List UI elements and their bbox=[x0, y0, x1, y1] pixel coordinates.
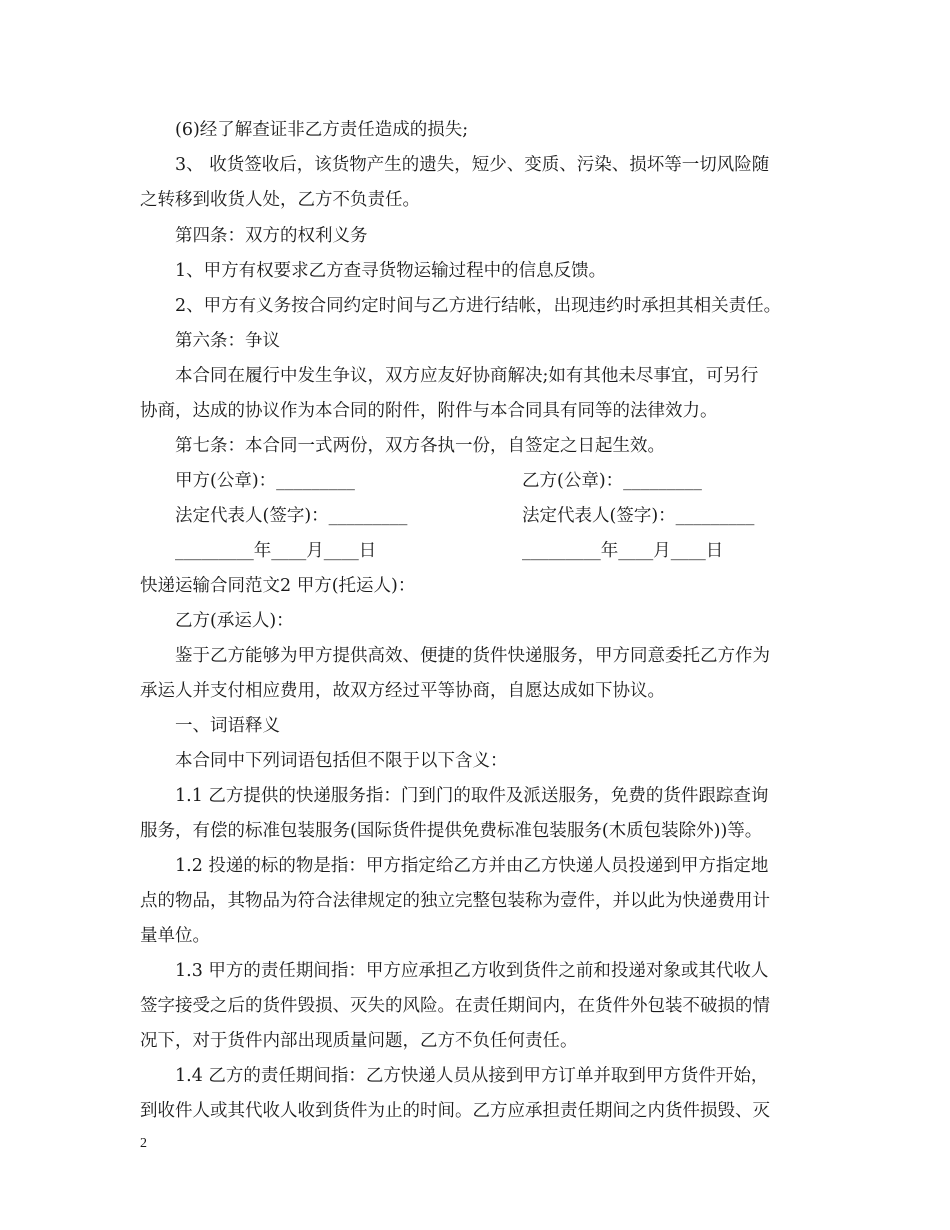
section-heading: 第四条：双方的权利义务 bbox=[175, 226, 368, 246]
party-a-seal-field: 甲方(公章)：_________ bbox=[175, 471, 355, 491]
party-a-representative-field: 法定代表人(签字)：_________ bbox=[175, 506, 408, 526]
page-number: 2 bbox=[140, 1136, 147, 1151]
paragraph-line: 1、甲方有权要求乙方查寻货物运输过程中的信息反馈。 bbox=[175, 261, 607, 281]
paragraph-line: 1.4 乙方的责任期间指：乙方快递人员从接到甲方订单并取到甲方货件开始， bbox=[175, 1066, 769, 1086]
party-b-representative-field: 法定代表人(签字)：_________ bbox=[522, 506, 755, 526]
paragraph-line: 承运人并支付相应费用，故双方经过平等协商，自愿达成如下协议。 bbox=[140, 681, 665, 701]
paragraph-line: 3、 收货签收后，该货物产生的遗失，短少、变质、污染、损坏等一切风险随 bbox=[175, 155, 770, 175]
paragraph-line: 服务，有偿的标准包装服务(国际货件提供免费标准包装服务(木质包装除外))等。 bbox=[140, 821, 763, 841]
paragraph-line: 到收件人或其代收人收到货件为止的时间。乙方应承担责任期间之内货件损毁、灭 bbox=[140, 1101, 770, 1121]
paragraph-line: 点的物品，其物品为符合法律规定的独立完整包装称为壹件，并以此为快递费用计 bbox=[140, 891, 770, 911]
party-b-seal-field: 乙方(公章)：_________ bbox=[522, 471, 702, 491]
section-heading: 一、词语释义 bbox=[175, 716, 280, 736]
paragraph-line: 本合同中下列词语包括但不限于以下含义： bbox=[175, 751, 508, 771]
paragraph-line: 2、甲方有义务按合同约定时间与乙方进行结帐，出现违约时承担其相关责任。 bbox=[175, 296, 782, 316]
paragraph-line: 签字接受之后的货件毁损、灭失的风险。在责任期间内，在货件外包装不破损的情 bbox=[140, 996, 770, 1016]
paragraph-line: 1.2 投递的标的物是指：甲方指定给乙方并由乙方快递人员投递到甲方指定地 bbox=[175, 856, 769, 876]
paragraph-line: 况下，对于货件内部出现质量问题，乙方不负任何责任。 bbox=[140, 1031, 578, 1051]
paragraph-line: (6)经了解查证非乙方责任造成的损失; bbox=[175, 120, 469, 140]
paragraph-line: 之转移到收货人处，乙方不负责任。 bbox=[140, 190, 420, 210]
document-title-line: 快递运输合同范文2 甲方(托运人)： bbox=[140, 576, 416, 596]
party-b-date-field: _________年____月____日 bbox=[522, 541, 724, 561]
section-heading: 第六条：争议 bbox=[175, 331, 280, 351]
paragraph-line: 协商，达成的协议作为本合同的附件，附件与本合同具有同等的法律效力。 bbox=[140, 401, 718, 421]
paragraph-line: 本合同在履行中发生争议，双方应友好协商解决;如有其他未尽事宜，可另行 bbox=[175, 366, 759, 386]
party-a-date-field: _________年____月____日 bbox=[175, 541, 377, 561]
paragraph-line: 1.3 甲方的责任期间指：甲方应承担乙方收到货件之前和投递对象或其代收人 bbox=[175, 961, 769, 981]
section-heading: 第七条：本合同一式两份，双方各执一份，自签定之日起生效。 bbox=[175, 436, 665, 456]
paragraph-line: 乙方(承运人)： bbox=[175, 611, 294, 631]
paragraph-line: 鉴于乙方能够为甲方提供高效、便捷的货件快递服务，甲方同意委托乙方作为 bbox=[175, 646, 770, 666]
paragraph-line: 1.1 乙方提供的快递服务指：门到门的取件及派送服务，免费的货件跟踪查询 bbox=[175, 786, 769, 806]
paragraph-line: 量单位。 bbox=[140, 926, 210, 946]
